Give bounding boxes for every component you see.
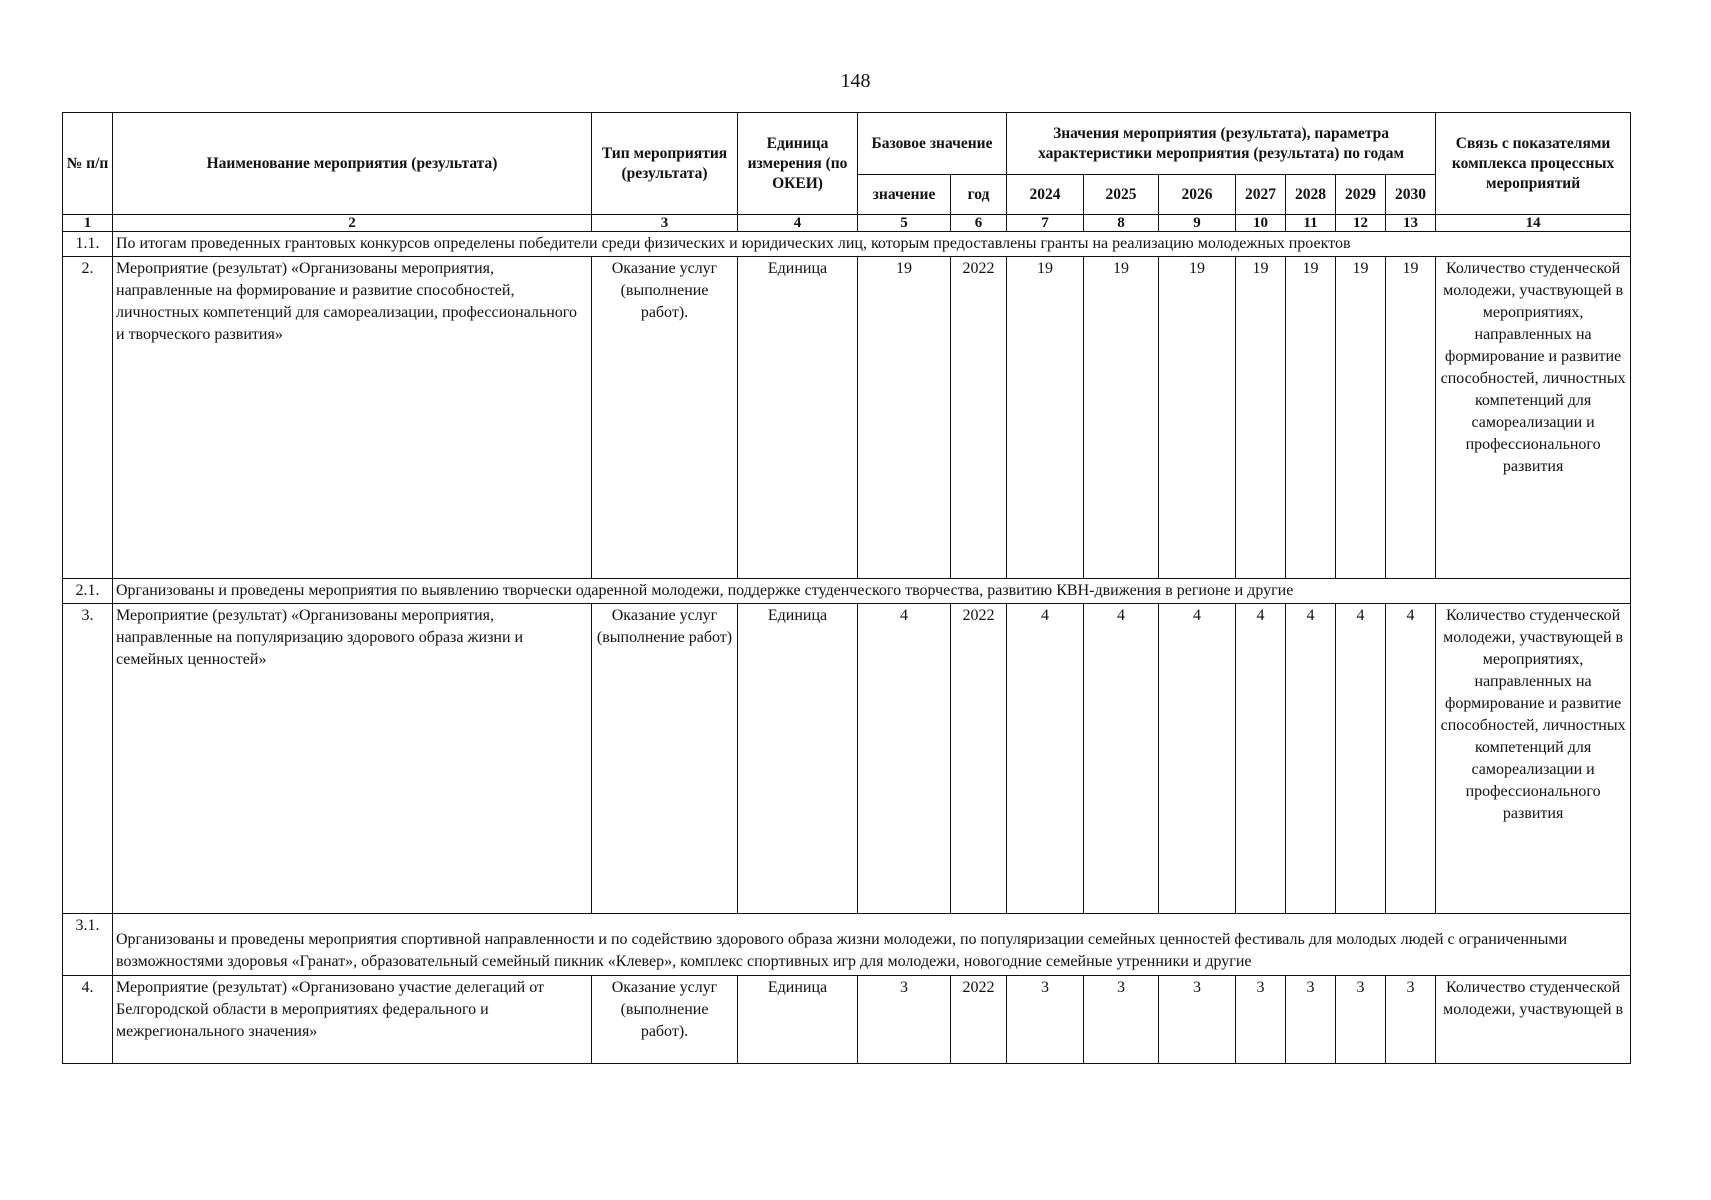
row-value-2028: 3	[1286, 976, 1336, 1064]
row-name: Мероприятие (результат) «Организованы мероприятия, направленные на формирование и развитие способностей, личностных компетенций для самореализации, профессионального и творческого развития»	[113, 257, 592, 579]
row-value-2027: 3	[1236, 976, 1286, 1064]
table-row	[63, 976, 1631, 1064]
row-base-value: 19	[858, 257, 951, 579]
header-year-2024: 2024	[1007, 175, 1084, 215]
section-text: Организованы и проведены мероприятия по выявлению творчески одаренной молодежи, поддержке студенческого творчества, развитию КВН-движения в регионе и другие	[113, 579, 1631, 604]
header-year-2029: 2029	[1336, 175, 1386, 215]
row-value-2026: 4	[1159, 604, 1236, 914]
header-num: № п/п	[63, 113, 113, 215]
row-num: 3.	[63, 604, 113, 914]
row-unit: Единица	[738, 604, 858, 914]
row-value-2025: 4	[1084, 604, 1159, 914]
row-link: Количество студенческой молодежи, участвующей в	[1436, 976, 1631, 1064]
column-number: 10	[1236, 215, 1286, 232]
column-number: 9	[1159, 215, 1236, 232]
column-number: 4	[738, 215, 858, 232]
document-table-wrapper	[62, 112, 1630, 1064]
row-value-2025: 19	[1084, 257, 1159, 579]
row-value-2029: 3	[1336, 976, 1386, 1064]
row-value-2030: 3	[1386, 976, 1436, 1064]
row-value-2026: 19	[1159, 257, 1236, 579]
row-name: Мероприятие (результат) «Организованы мероприятия, направленные на популяризацию здорового образа жизни и семейных ценностей»	[113, 604, 592, 914]
header-base-value: значение	[858, 175, 951, 215]
row-base-value: 4	[858, 604, 951, 914]
column-number: 11	[1286, 215, 1336, 232]
row-value-2024: 19	[1007, 257, 1084, 579]
column-number: 8	[1084, 215, 1159, 232]
header-year-2027: 2027	[1236, 175, 1286, 215]
column-number: 2	[113, 215, 592, 232]
row-value-2028: 19	[1286, 257, 1336, 579]
row-type: Оказание услуг (выполнение работ)	[592, 604, 738, 914]
row-name: Мероприятие (результат) «Организовано участие делегаций от Белгородской области в мероприятиях федерального и межрегионального значения»	[113, 976, 592, 1064]
header-name: Наименование мероприятия (результата)	[113, 113, 592, 215]
header-link: Связь с показателями комплекса процессных мероприятий	[1436, 113, 1631, 215]
row-value-2029: 4	[1336, 604, 1386, 914]
header-year-2030: 2030	[1386, 175, 1436, 215]
measures-table	[62, 112, 1631, 1064]
row-num: 4.	[63, 976, 113, 1064]
header-base: Базовое значение	[858, 113, 1007, 175]
row-base-year: 2022	[951, 976, 1007, 1064]
section-num: 1.1.	[63, 232, 113, 257]
header-base-year: год	[951, 175, 1007, 215]
column-number: 6	[951, 215, 1007, 232]
page-number: 148	[840, 70, 871, 92]
row-value-2030: 19	[1386, 257, 1436, 579]
row-base-value: 3	[858, 976, 951, 1064]
section-row	[63, 232, 1631, 257]
row-value-2030: 4	[1386, 604, 1436, 914]
column-number: 14	[1436, 215, 1631, 232]
row-value-2024: 4	[1007, 604, 1084, 914]
header-year-2028: 2028	[1286, 175, 1336, 215]
header-year-2025: 2025	[1084, 175, 1159, 215]
row-num: 2.	[63, 257, 113, 579]
section-text: Организованы и проведены мероприятия спортивной направленности и по содействию здорового образа жизни молодежи, по популяризации семейных ценностей фестиваль для молодых людей с ограниченными возможностями здоровья «Гранат», образовательный семейный пикник «Клевер», комплекс спортивных игр для молодежи, новогодние семейные утренники и другие	[113, 914, 1631, 976]
section-num: 3.1.	[63, 914, 113, 976]
row-value-2029: 19	[1336, 257, 1386, 579]
header-type: Тип мероприятия (результата)	[592, 113, 738, 215]
header-year-2026: 2026	[1159, 175, 1236, 215]
row-type: Оказание услуг (выполнение работ).	[592, 257, 738, 579]
header-unit: Единица измерения (по ОКЕИ)	[738, 113, 858, 215]
row-unit: Единица	[738, 976, 858, 1064]
row-value-2024: 3	[1007, 976, 1084, 1064]
column-number: 7	[1007, 215, 1084, 232]
column-number: 3	[592, 215, 738, 232]
row-type: Оказание услуг (выполнение работ).	[592, 976, 738, 1064]
row-base-year: 2022	[951, 257, 1007, 579]
column-number: 13	[1386, 215, 1436, 232]
column-number: 12	[1336, 215, 1386, 232]
row-link: Количество студенческой молодежи, участвующей в мероприятиях, направленных на формирование и развитие способностей, личностных компетенций для самореализации и профессионального развития	[1436, 604, 1631, 914]
section-text: По итогам проведенных грантовых конкурсов определены победители среди физических и юридических лиц, которым предоставлены гранты на реализацию молодежных проектов	[113, 232, 1631, 257]
column-number: 1	[63, 215, 113, 232]
table-row	[63, 604, 1631, 914]
column-number: 5	[858, 215, 951, 232]
section-num: 2.1.	[63, 579, 113, 604]
row-link: Количество студенческой молодежи, участвующей в мероприятиях, направленных на формирование и развитие способностей, личностных компетенций для самореализации и профессионального развития	[1436, 257, 1631, 579]
header-values-group: Значения мероприятия (результата), параметра характеристики мероприятия (результата) по годам	[1007, 113, 1436, 175]
row-value-2027: 19	[1236, 257, 1286, 579]
section-row	[63, 914, 1631, 976]
row-value-2028: 4	[1286, 604, 1336, 914]
row-unit: Единица	[738, 257, 858, 579]
row-base-year: 2022	[951, 604, 1007, 914]
table-row	[63, 257, 1631, 579]
row-value-2026: 3	[1159, 976, 1236, 1064]
row-value-2027: 4	[1236, 604, 1286, 914]
column-number-row	[63, 215, 1631, 232]
section-row	[63, 579, 1631, 604]
row-value-2025: 3	[1084, 976, 1159, 1064]
